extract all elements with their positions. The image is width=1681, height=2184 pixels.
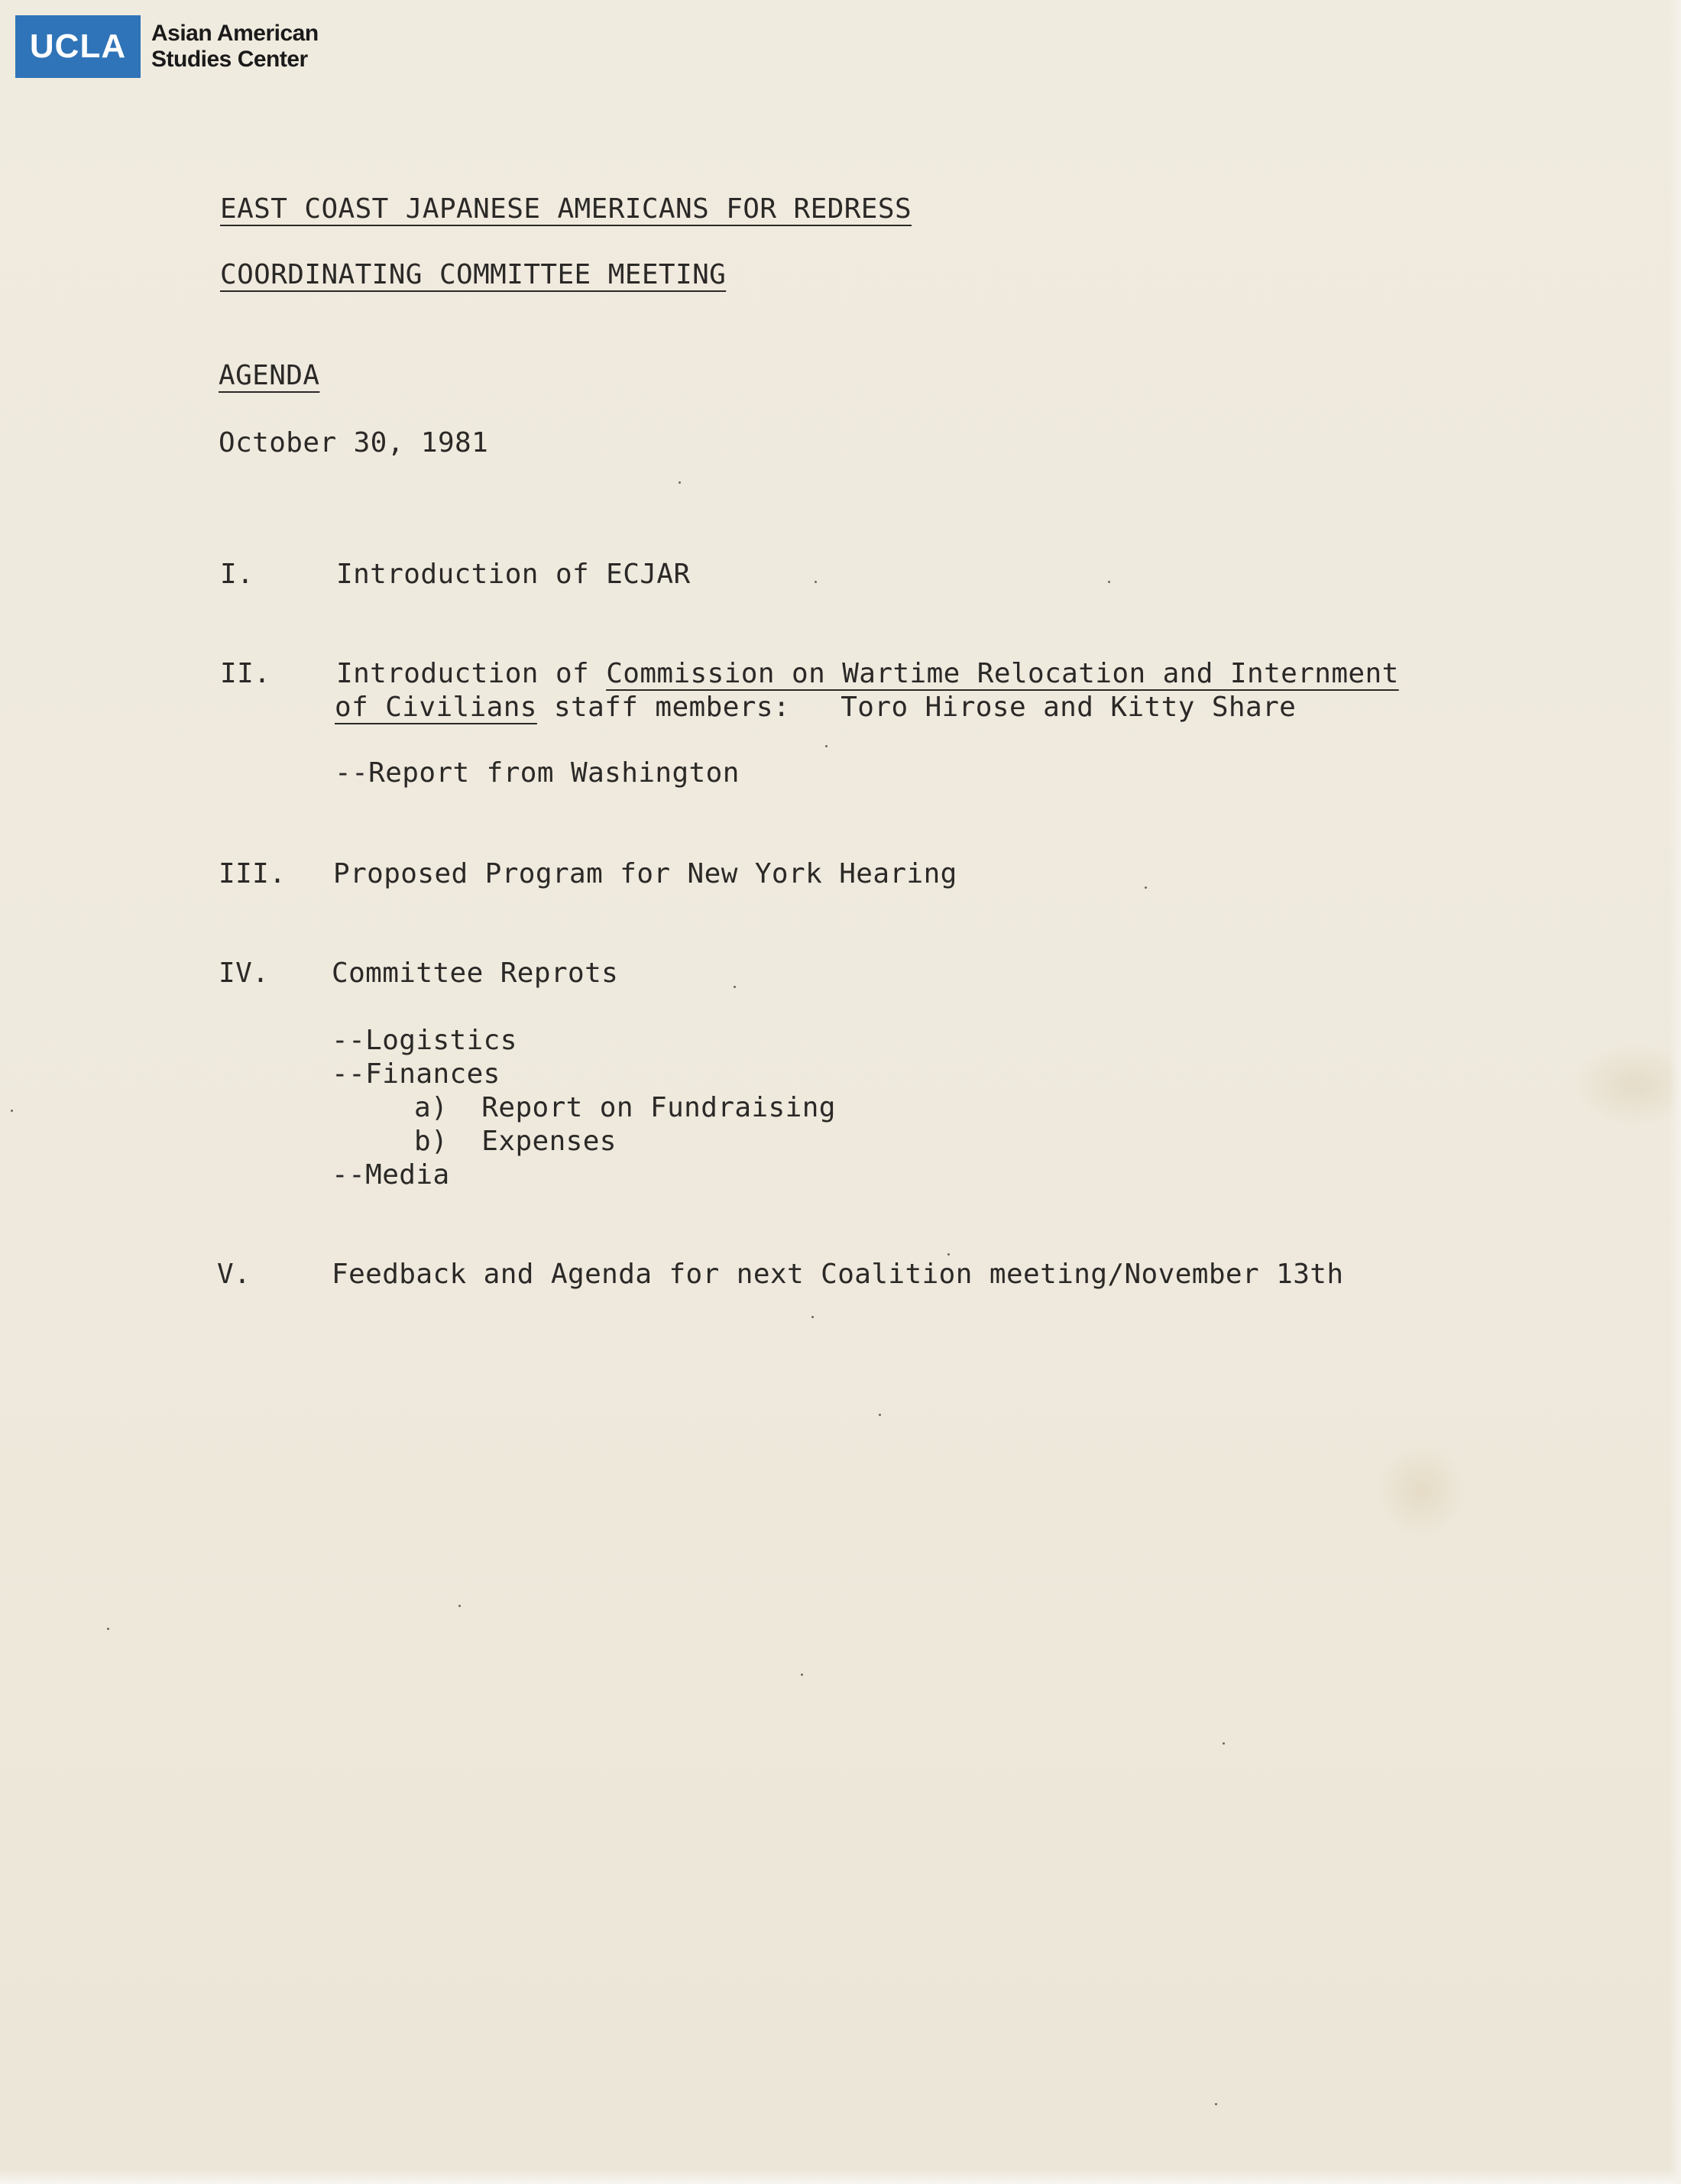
commission-name-line1: Commission on Wartime Relocation and Internment — [606, 658, 1399, 689]
item-ii-line1 — [336, 657, 1399, 691]
item-ii-prefix: Introduction of — [336, 658, 607, 689]
item-iv-numeral: IV. — [219, 958, 270, 989]
commission-name-line2: of Civilians — [335, 692, 537, 723]
item-ii-suffix: staff members: Toro Hirose and Kitty Share — [536, 692, 1297, 723]
ucla-aasc-logo — [15, 15, 319, 78]
org-title: EAST COAST JAPANESE AMERICANS FOR REDRESS — [220, 193, 912, 225]
item-i-numeral: I. — [220, 559, 254, 590]
item-iv-sub-fundraising: a) Report on Fundraising — [414, 1092, 836, 1123]
item-ii-sub-report: --Report from Washington — [335, 757, 740, 789]
item-ii-line2 — [335, 691, 1296, 724]
item-v-numeral: V. — [217, 1259, 251, 1290]
page-right-edge — [1669, 0, 1681, 2184]
item-v-text: Feedback and Agenda for next Coalition meeting/November 13th — [332, 1259, 1344, 1290]
meeting-date: October 30, 1981 — [219, 427, 489, 459]
logo-wordmark — [151, 21, 319, 73]
item-iii-text: Proposed Program for New York Hearing — [333, 858, 957, 889]
item-ii-numeral: II. — [220, 658, 271, 689]
logo-line-1: Asian American — [151, 21, 319, 46]
ucla-logo-mark: UCLA — [15, 15, 141, 78]
agenda-heading: AGENDA — [219, 360, 320, 391]
item-iv-sub-expenses: b) Expenses — [414, 1126, 617, 1157]
page-bottom-edge — [0, 2169, 1681, 2184]
item-iv-sub-logistics: --Logistics — [332, 1025, 517, 1056]
item-iv-sub-media: --Media — [332, 1159, 450, 1191]
item-iv-sub-finances: --Finances — [332, 1058, 500, 1090]
item-iv-text: Committee Reprots — [332, 958, 619, 989]
item-iii-numeral: III. — [219, 858, 287, 889]
meeting-title: COORDINATING COMMITTEE MEETING — [220, 259, 727, 290]
logo-line-2: Studies Center — [151, 47, 308, 72]
item-i-text: Introduction of ECJAR — [336, 559, 691, 590]
